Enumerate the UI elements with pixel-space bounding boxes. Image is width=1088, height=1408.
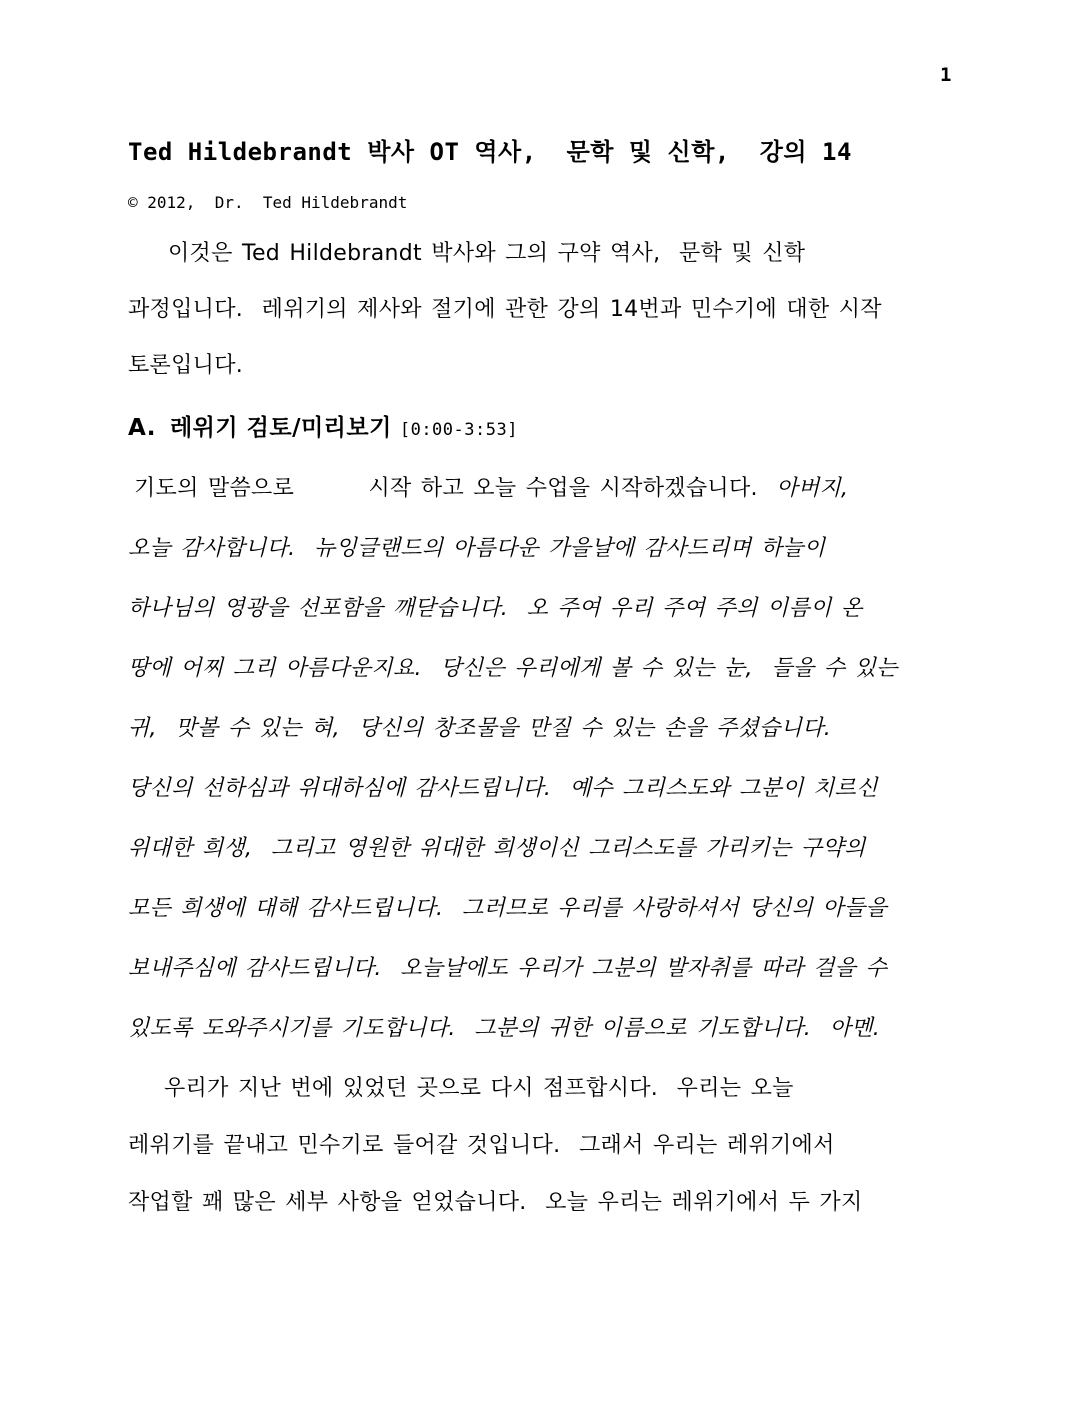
prayer-line: 땅에 어찌 그리 아름다운지요. 당신은 우리에게 볼 수 있는 눈, 들을 수 있는 [128,656,898,681]
prayer-line: 모든 희생에 대해 감사드립니다. 그러므로 우리를 사랑하셔서 당신의 아들을 [128,896,888,921]
closing-paragraph [128,1077,968,1248]
prayer-line: 위대한 희생, 그리고 영원한 위대한 희생이신 그리스도를 가리키는 구약의 [128,836,866,861]
prayer-paragraph [128,477,968,1077]
prayer-line-italic-part: 아버지, [776,476,849,501]
page-number: 1 [940,64,952,86]
prayer-line: 보내주심에 감사드립니다. 오늘날에도 우리가 그분의 발자취를 따라 걸을 수 [128,956,888,981]
closing-line: 작업할 꽤 많은 세부 사항을 얻었습니다. 오늘 우리는 레위기에서 두 가지 [128,1190,863,1215]
section-title: 레위기 검토/미리보기 [169,415,392,441]
prayer-line: 귀, 맛볼 수 있는 혀, 당신의 창조물을 만질 수 있는 손을 주셨습니다. [128,716,832,741]
intro-line: 토론입니다. [128,353,244,378]
prayer-line: 당신의 선하심과 위대하심에 감사드립니다. 예수 그리스도와 그분이 치르신 [128,776,878,801]
section-a-heading [128,409,518,442]
section-label: A. [128,415,156,441]
intro-paragraph [128,242,968,410]
prayer-line: 있도록 도와주시기를 기도합니다. 그분의 귀한 이름으로 기도합니다. 아멘. [128,1016,881,1041]
intro-line: 이것은 Ted Hildebrandt 박사와 그의 구약 역사, 문학 및 신학 [168,241,806,266]
copyright-line: © 2012, Dr. Ted Hildebrandt [128,193,408,212]
closing-line: 레위기를 끝내고 민수기로 들어갈 것입니다. 그래서 우리는 레위기에서 [128,1133,835,1158]
prayer-line-regular-part: 기도의 말씀으로 시작 하고 오늘 수업을 시작하겠습니다. [134,476,777,501]
prayer-line: 오늘 감사합니다. 뉴잉글랜드의 아름다운 가을날에 감사드리며 하늘이 [128,536,826,561]
prayer-line [128,477,968,537]
closing-line: 우리가 지난 번에 있었던 곳으로 다시 점프합시다. 우리는 오늘 [164,1076,794,1101]
document-title: Ted Hildebrandt 박사 OT 역사, 문학 및 신학, 강의 14 [128,138,852,166]
prayer-line: 하나님의 영광을 선포함을 깨닫습니다. 오 주여 우리 주여 주의 이름이 온 [128,596,863,621]
intro-line: 과정입니다. 레위기의 제사와 절기에 관한 강의 14번과 민수기에 대한 시작 [128,297,882,322]
section-timestamp: [0:00-3:53] [399,420,518,440]
